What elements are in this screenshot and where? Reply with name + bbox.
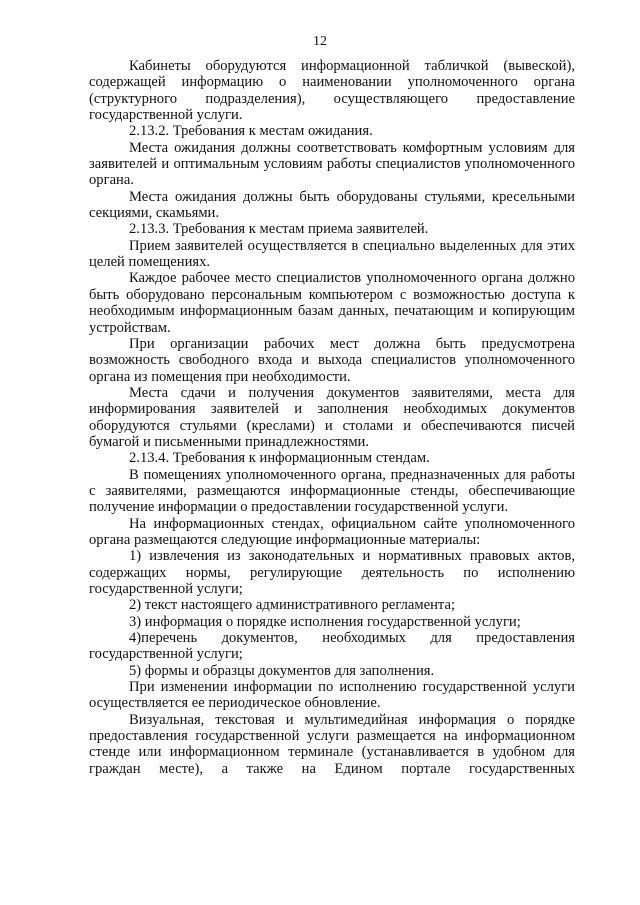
paragraph-workplace-access: При организации рабочих мест должна быть предусмотрена возможность свободного входа и выхода специалистов уполномоченного органа из помещения при необходимости.: [89, 335, 575, 385]
section-2-13-3-heading: 2.13.3. Требования к местам приема заявителей.: [129, 221, 429, 238]
list-item-2: 2) текст настоящего административного регламента;: [129, 597, 455, 614]
section-2-13-4-heading: 2.13.4. Требования к информационным стендам.: [129, 450, 430, 467]
list-item-3: 3) информация о порядке исполнения государственной услуги;: [129, 613, 521, 630]
paragraph-workplace-computer: Каждое рабочее место специалистов уполномоченного органа должно быть оборудовано персональным компьютером с возможностью доступа к необходимым информационным базам данных, печатающим и копирующим устройствам.: [89, 270, 575, 336]
paragraph-reception-rooms: Прием заявителей осуществляется в специально выделенных для этих целей помещениях.: [89, 237, 575, 271]
list-item-5: 5) формы и образцы документов для заполнения.: [129, 662, 435, 679]
paragraph-info-update: При изменении информации по исполнению государственной услуги осуществляется ее периодическое обновление.: [89, 679, 575, 712]
paragraph-visual-info: Визуальная, текстовая и мультимедийная информация о порядке предоставления государственной услуги размещается на информационном стенде или информационном терминале (устанавливается в удобном для граждан месте), а также на Едином портале государственных: [89, 711, 575, 777]
paragraph-info-stands: В помещениях уполномоченного органа, предназначенных для работы с заявителями, размещаются информационные стенды, обеспечивающие получение информации о предоставлении государственной услуги.: [89, 466, 575, 516]
document-body: [89, 58, 575, 777]
paragraph-waiting-comfort: Места ожидания должны соответствовать комфортным условиям для заявителей и оптимальным условиям работы специалистов уполномоченного органа.: [89, 139, 575, 189]
paragraph-cabinets-signage: Кабинеты оборудуются информационной табличкой (вывеской), содержащей информацию о наименовании уполномоченного органа (структурного подразделения), осуществляющего предоставление государственной услуги.: [89, 58, 575, 124]
list-item-4: 4)перечень документов, необходимых для предоставления государственной услуги;: [89, 630, 575, 663]
page-number: 12: [313, 34, 327, 49]
section-2-13-2-heading: 2.13.2. Требования к местам ожидания.: [129, 123, 373, 140]
list-item-1: 1) извлечения из законодательных и нормативных правовых актов, содержащих нормы, регулирующие деятельность по исполнению государственной услуги;: [89, 548, 575, 597]
paragraph-document-places: Места сдачи и получения документов заявителями, места для информирования заявителей и заполнения необходимых документов оборудуются стульями (креслами) и столами и обеспечиваются писчей бумагой и письменными принадлежностями.: [89, 384, 575, 450]
paragraph-waiting-furniture: Места ожидания должны быть оборудованы стульями, кресельными секциями, скамьями.: [89, 188, 575, 222]
paragraph-info-materials-intro: На информационных стендах, официальном сайте уполномоченного органа размещаются следующие информационные материалы:: [89, 515, 575, 548]
